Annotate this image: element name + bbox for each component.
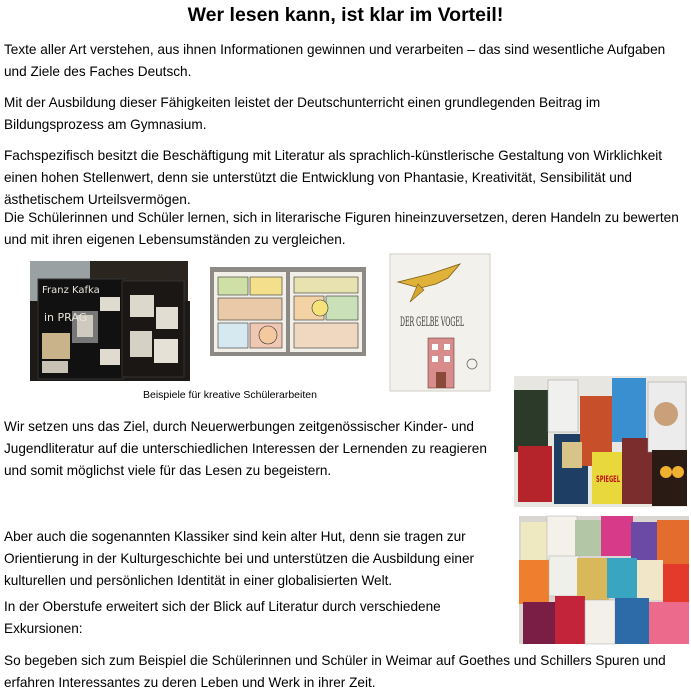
book-spiegel-text: SPIEGEL bbox=[596, 475, 621, 485]
page-title: Wer lesen kann, ist klar im Vorteil! bbox=[187, 4, 504, 26]
poster-subtitle-text: in PRAG bbox=[44, 311, 88, 324]
comic-booklet-photo bbox=[210, 267, 366, 356]
skills-paragraph: Mit der Ausbildung dieser Fähigkeiten leistet der Deutschunterricht einen grundlegenden Beitrag im Bildungsprozess am Gymnasium. bbox=[4, 95, 601, 132]
classics-paragraph: Aber auch die sogenannten Klassiker sind kein alter Hut, denn sie tragen zur Orientierung in der Kulturgeschichte bei und unterstützen die Ausbildung einer kulturellen und persönlichen Identität in einer globalisierten Welt. bbox=[4, 529, 475, 588]
excursions-paragraph: In der Oberstufe erweitert sich der Blick auf Literatur durch verschiedene Exkursionen: bbox=[4, 599, 441, 636]
booklet-title-text: DER GELBE VOGEL bbox=[400, 315, 465, 330]
intro-paragraph: Texte aller Art verstehen, aus ihnen Informationen gewinnen und verarbeiten – das sind wesentliche Aufgaben und Ziele des Faches Deutsch. bbox=[4, 42, 666, 79]
youth-books-photo bbox=[514, 376, 687, 507]
youth-literature-paragraph: Wir setzen uns das Ziel, durch Neuerwerbungen zeitgenössischer Kinder- und Jugendliteratur auf die unterschiedlichen Interessen der Lernenden zu reagieren und somit möglichst viele für das Lesen zu begeistern. bbox=[4, 419, 487, 478]
characters-paragraph: Die Schülerinnen und Schüler lernen, sich in literarische Figuren hineinzuversetzen, deren Handeln zu bewerten und mit ihren eigenen Lebensumständen zu vergleichen. bbox=[4, 210, 679, 247]
kafka-poster-photo bbox=[30, 261, 188, 381]
photos-caption: Beispiele für kreative Schülerarbeiten bbox=[143, 389, 317, 401]
weimar-paragraph: So begeben sich zum Beispiel die Schülerinnen und Schüler in Weimar auf Goethes und Schillers Spuren und erfahren Interessantes zu deren Leben und Werk in ihrer Zeit. bbox=[4, 653, 666, 690]
classics-books-photo bbox=[519, 516, 689, 644]
literature-paragraph: Fachspezifisch besitzt die Beschäftigung mit Literatur als sprachlich-künstlerische Gestaltung von Wirklichkeit einen hohen Stellenwert, denn sie unterstützt die Entwicklung von Phantasie, Kreativität, Sensibilität und ästhetischem Urteilsvermögen. bbox=[4, 148, 663, 207]
poster-title-text: Franz Kafka bbox=[42, 285, 100, 296]
gelbe-vogel-booklet-photo bbox=[390, 254, 490, 391]
